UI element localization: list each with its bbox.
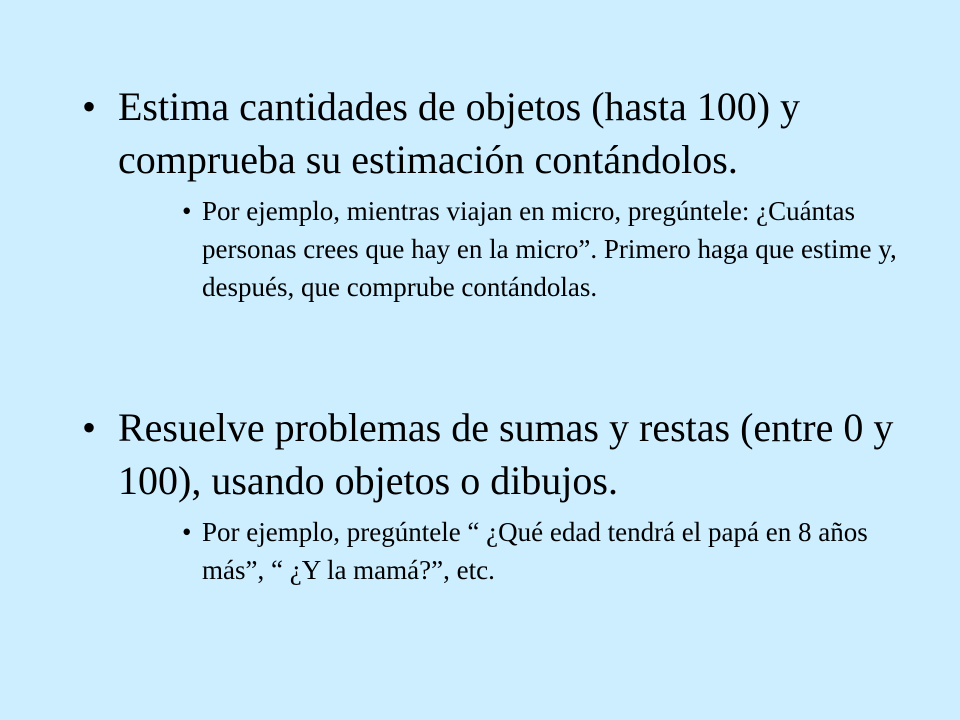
- bullet-dot-icon: •: [82, 84, 97, 129]
- sub-bullet-dot-icon: •: [182, 196, 192, 226]
- sub-bullet-text: Por ejemplo, pregúntele “ ¿Qué edad tendrá el papá en 8 años más”, “ ¿Y la mamá?”, etc.: [202, 517, 868, 585]
- main-bullet-1: [0, 80, 960, 186]
- sub-bullet-1: [0, 192, 960, 306]
- sub-bullet-text: Por ejemplo, mientras viajan en micro, pregúntele: ¿Cuántas personas crees que hay en la micro”. Primero haga que estime y, después, que comprube contándolas.: [202, 196, 897, 302]
- main-bullet-text: Estima cantidades de objetos (hasta 100) y comprueba su estimación contándolos.: [118, 84, 801, 182]
- bullet-dot-icon: •: [82, 405, 97, 450]
- sub-bullet-2: [0, 513, 960, 589]
- main-bullet-text: Resuelve problemas de sumas y restas (entre 0 y 100), usando objetos o dibujos.: [118, 405, 894, 503]
- sub-bullet-dot-icon: •: [182, 517, 192, 547]
- main-bullet-2: [0, 401, 960, 507]
- bullet-block-2: [0, 401, 960, 589]
- bullet-block-1: [0, 80, 960, 306]
